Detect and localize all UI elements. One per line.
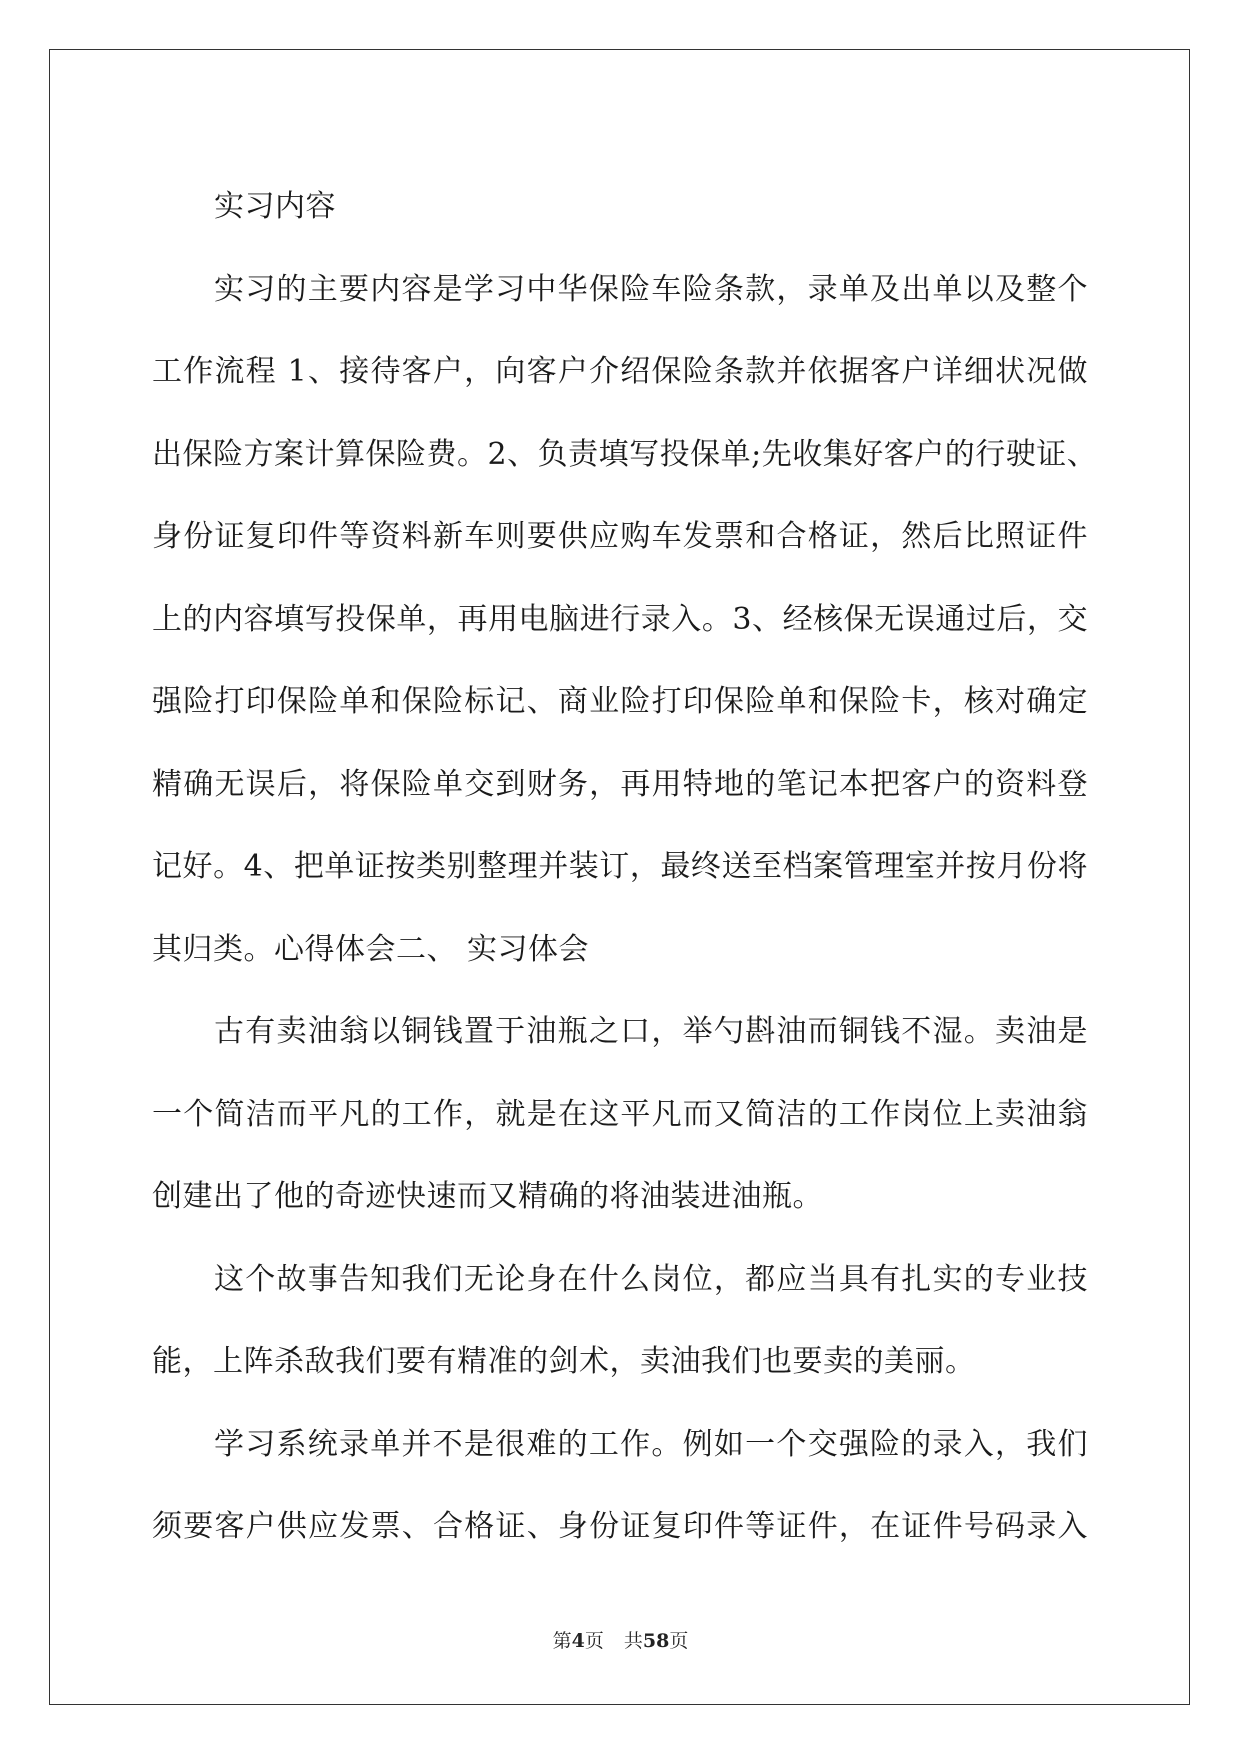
page-number: 4 (571, 1630, 585, 1652)
total-pages: 58 (642, 1630, 670, 1652)
paragraph-line: 上的内容填写投保单，再用电脑进行录入。3、经核保无误通过后，交 (152, 601, 1088, 637)
paragraph-line: 创建出了他的奇迹快速而又精确的将油装进油瓶。 (152, 1179, 823, 1214)
paragraph-line: 工作流程 1、接待客户，向客户介绍保险条款并依据客户详细状况做 (152, 354, 1088, 389)
paragraph-line: 身份证复印件等资料新车则要供应购车发票和合格证，然后比照证件 (152, 519, 1088, 554)
paragraph-line: 其归类。心得体会二、 实习体会 (152, 931, 590, 967)
paragraph-line: 一个简洁而平凡的工作，就是在这平凡而又简洁的工作岗位上卖油翁 (152, 1096, 1088, 1132)
total-suffix: 页 (669, 1630, 689, 1652)
paragraph-line: 出保险方案计算保险费。2、负责填写投保单;先收集好客户的行驶证、 (152, 436, 1098, 472)
paragraph-line: 学习系统录单并不是很难的工作。例如一个交强险的录入，我们 (214, 1426, 1088, 1462)
page-suffix: 页 (584, 1630, 604, 1652)
total-prefix: 共 (623, 1630, 643, 1652)
paragraph-line: 这个故事告知我们无论身在什么岗位，都应当具有扎实的专业技 (214, 1261, 1088, 1297)
page-prefix: 第 (552, 1630, 572, 1652)
paragraph-line: 强险打印保险单和保险标记、商业险打印保险单和保险卡，核对确定 (152, 684, 1088, 719)
page-footer (0, 1626, 1241, 1653)
paragraph-line: 能，上阵杀敌我们要有精准的剑术，卖油我们也要卖的美丽。 (152, 1344, 976, 1379)
paragraph-line: 古有卖油翁以铜钱置于油瓶之口，举勺斟油而铜钱不湿。卖油是 (214, 1014, 1088, 1049)
paragraph-line: 须要客户供应发票、合格证、身份证复印件等证件，在证件号码录入 (152, 1509, 1088, 1544)
paragraph-line: 实习内容 (214, 189, 336, 224)
paragraph-line: 精确无误后，将保险单交到财务，再用特地的笔记本把客户的资料登 (152, 766, 1088, 802)
paragraph-line: 记好。4、把单证按类别整理并装订，最终送至档案管理室并按月份将 (152, 849, 1088, 884)
document-body (152, 166, 1098, 1569)
paragraph-line: 实习的主要内容是学习中华保险车险条款，录单及出单以及整个 (214, 271, 1088, 307)
